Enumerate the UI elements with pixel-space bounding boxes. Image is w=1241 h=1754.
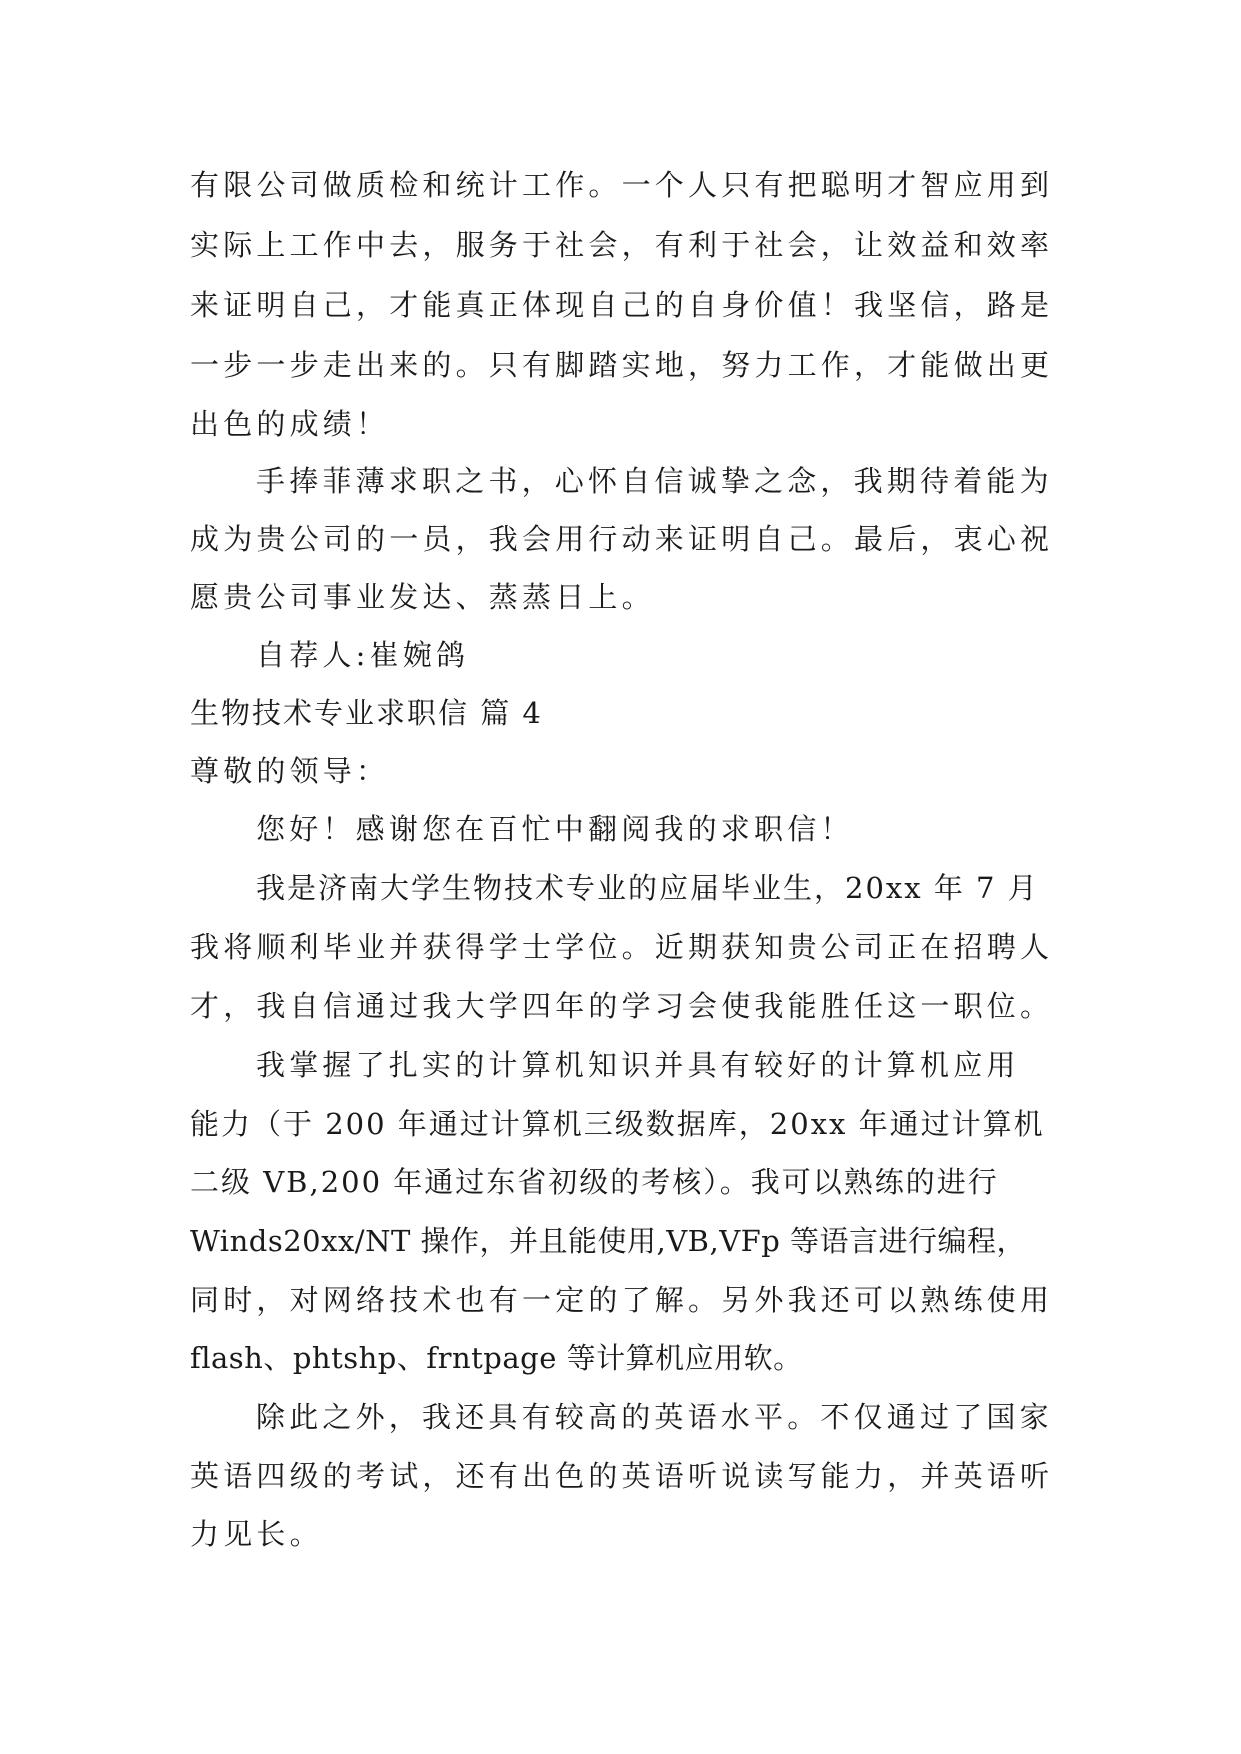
paragraph-line: 一步一步走出来的。只有脚踏实地，努力工作，才能做出更 — [190, 348, 1054, 382]
paragraph-line: 力见长。 — [190, 1517, 323, 1551]
paragraph-line: 才，我自信通过我大学四年的学习会使我能胜任这一职位。 — [190, 989, 1054, 1023]
paragraph-line: 英语四级的考试，还有出色的英语听说读写能力，并英语听 — [190, 1459, 1054, 1493]
paragraph-line: 二级 VB,200 年通过东省初级的考核）。我可以熟练的进行 — [190, 1165, 999, 1199]
section-title: 生物技术专业求职信 篇 4 — [190, 696, 543, 730]
paragraph-line: 能力（于 200 年通过计算机三级数据库，20xx 年通过计算机 — [190, 1107, 1045, 1141]
paragraph-line: 来证明自己，才能真正体现自己的自身价值！我坚信，路是 — [190, 288, 1054, 322]
paragraph-line: 我掌握了扎实的计算机知识并具有较好的计算机应用 — [256, 1048, 1020, 1082]
paragraph-line: 我将顺利毕业并获得学士学位。近期获知贵公司正在招聘人 — [190, 930, 1054, 964]
paragraph-line: 除此之外，我还具有较高的英语水平。不仅通过了国家 — [256, 1400, 1053, 1434]
signature: 自荐人:崔婉鸽 — [256, 638, 470, 672]
paragraph-line: 成为贵公司的一员，我会用行动来证明自己。最后，衷心祝 — [190, 522, 1054, 556]
paragraph-line: 同时，对网络技术也有一定的了解。另外我还可以熟练使用 — [190, 1283, 1054, 1317]
paragraph-line: 愿贵公司事业发达、蒸蒸日上。 — [190, 580, 655, 614]
paragraph-line: 有限公司做质检和统计工作。一个人只有把聪明才智应用到 — [190, 168, 1054, 202]
paragraph-line: Winds20xx/NT 操作，并且能使用,VB,VFp 等语言进行编程， — [190, 1224, 1027, 1258]
paragraph-line: 手捧菲薄求职之书，心怀自信诚挚之念，我期待着能为 — [256, 464, 1053, 498]
paragraph-line: 出色的成绩！ — [190, 407, 390, 441]
paragraph-line: 我是济南大学生物技术专业的应届毕业生，20xx 年 7 月 — [256, 871, 1039, 905]
paragraph-line: flash、phtshp、frntpage 等计算机应用软。 — [190, 1341, 803, 1375]
paragraph-line: 实际上工作中去，服务于社会，有利于社会，让效益和效率 — [190, 228, 1054, 262]
greeting: 您好！感谢您在百忙中翻阅我的求职信！ — [256, 812, 854, 846]
salutation: 尊敬的领导： — [190, 754, 390, 788]
